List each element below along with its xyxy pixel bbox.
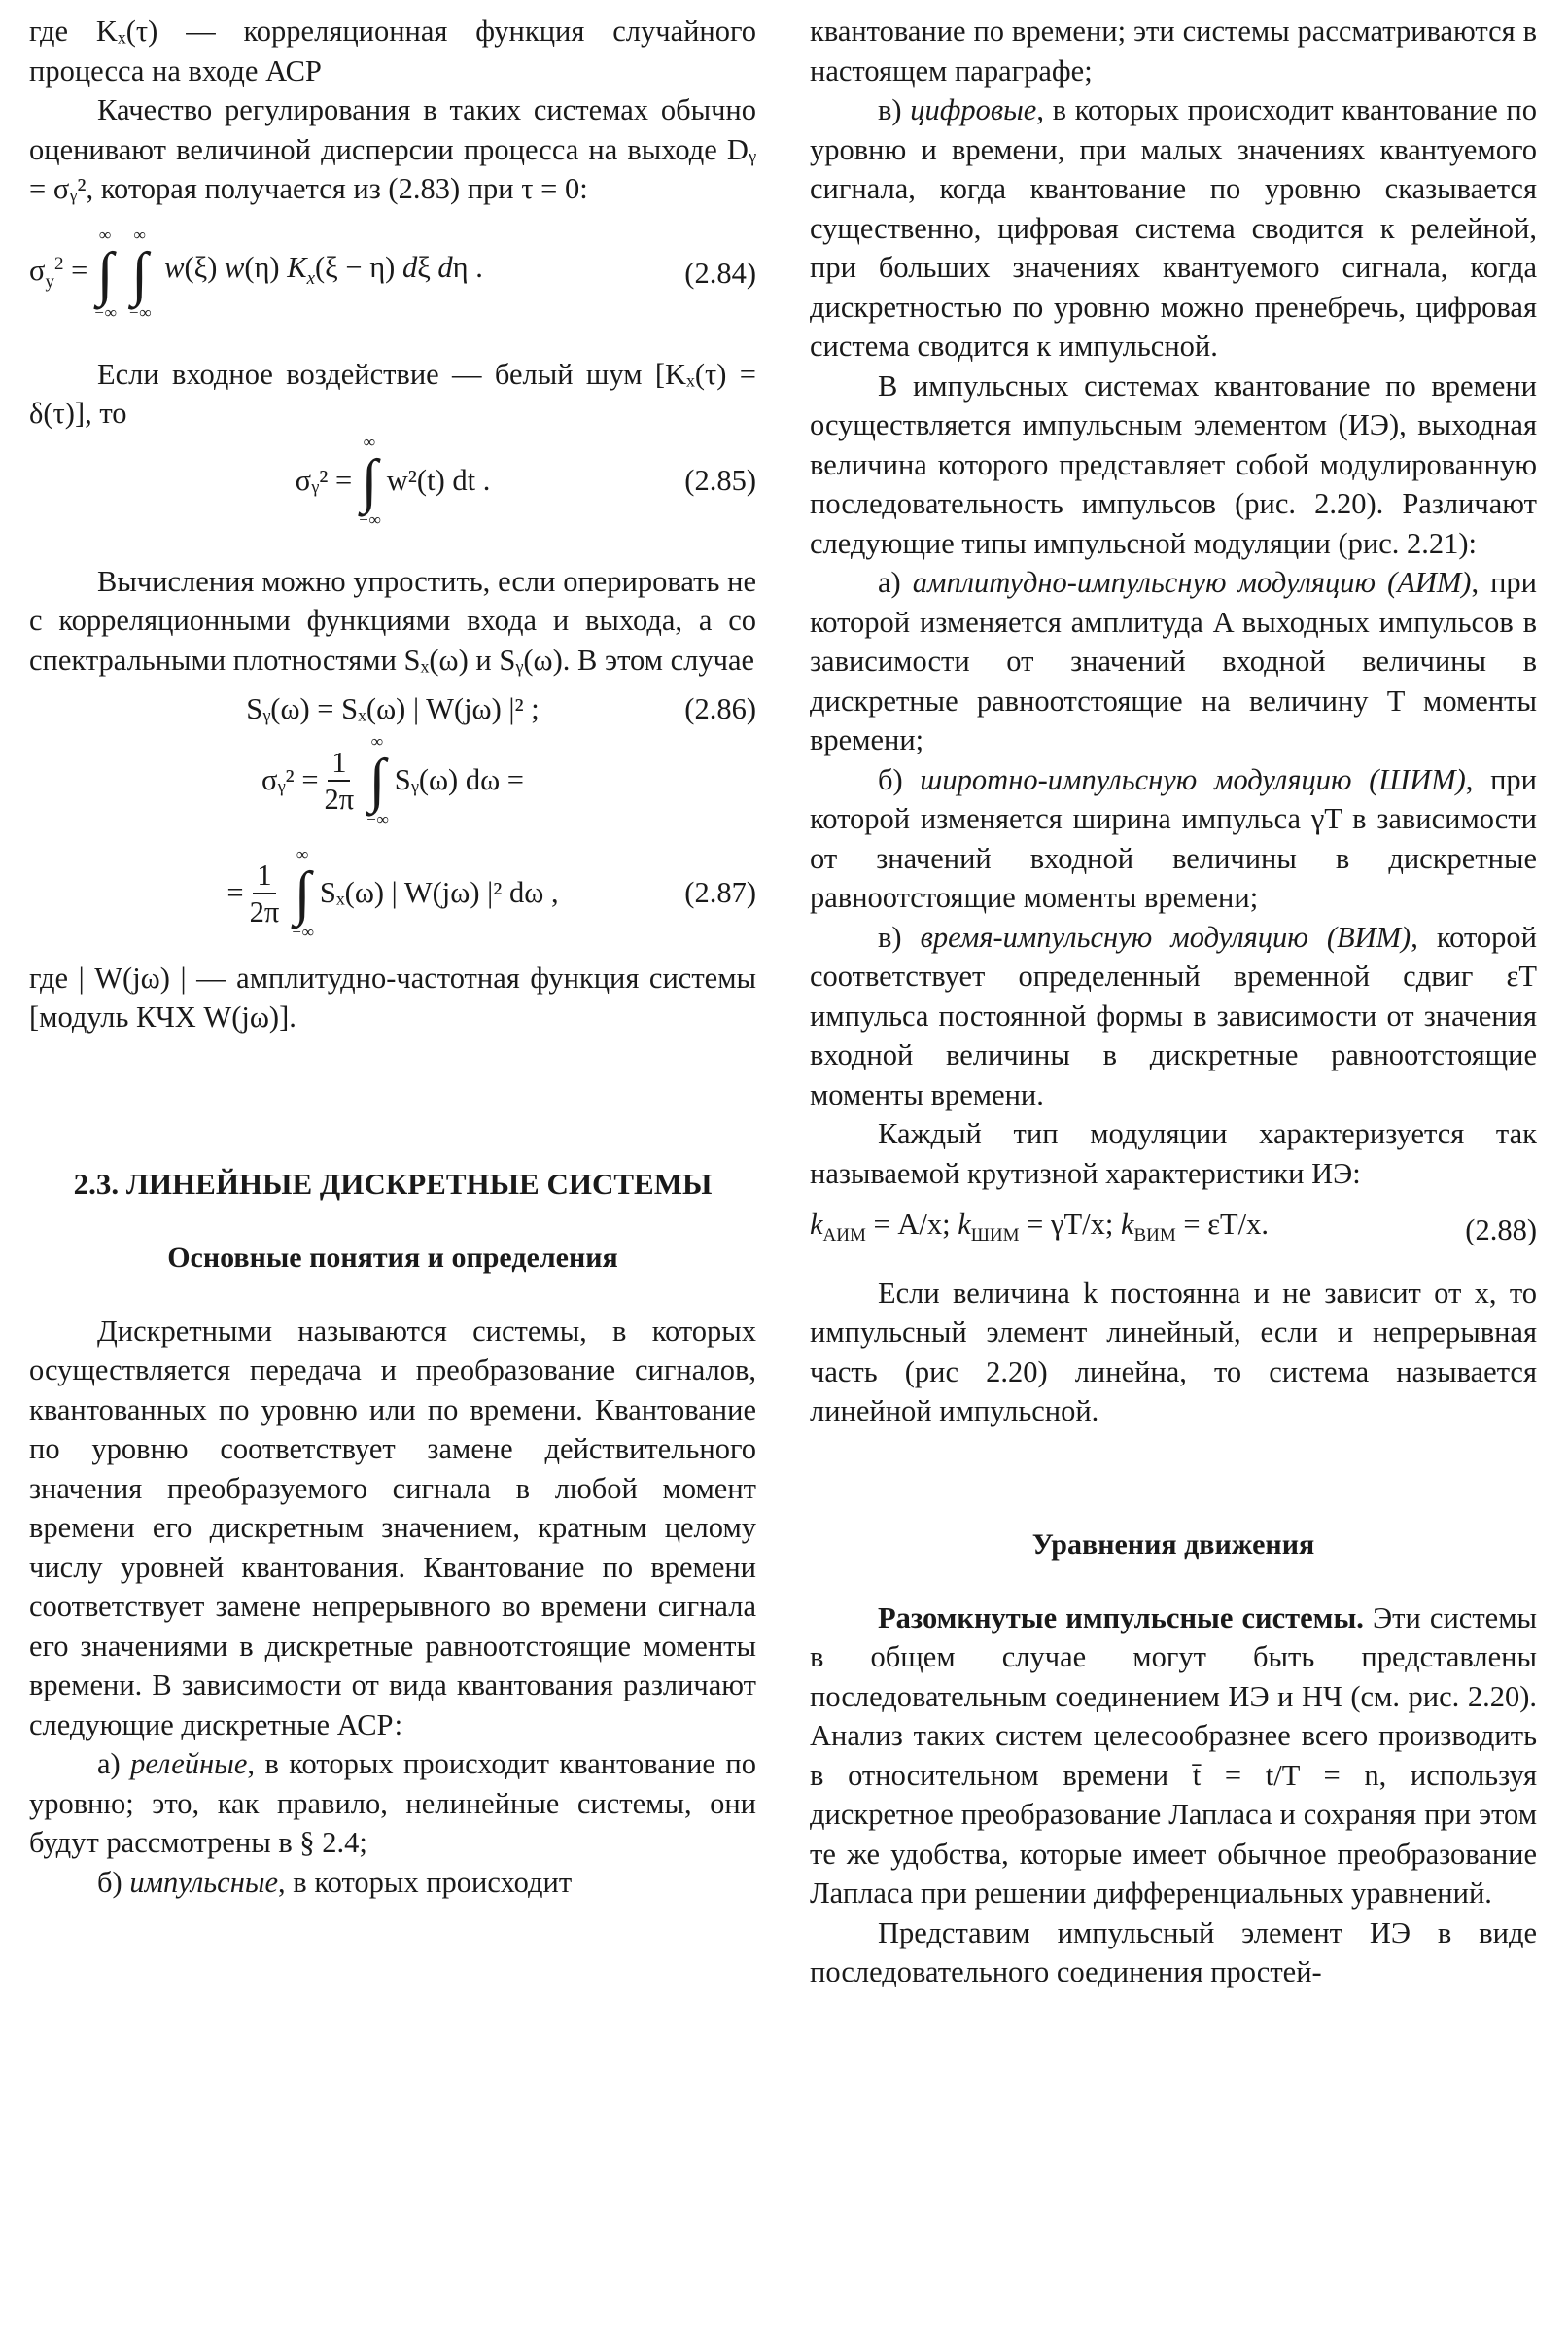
integral-sign: ∞ ∫ −∞ xyxy=(291,844,314,941)
equation-2-87a: σᵧ² = $\frac{1}{2\pi}$ ∞ ∫ −∞ Sᵧ(ω) dω = xyxy=(261,731,524,828)
list-item: а) амплитудно-импульсную модуляцию (АИМ), при которой изменяется амплитуда A выходных импульсов в зависимости от значений входной величины в дискретные равноотстоящие на величину T моменты времени; xyxy=(810,566,1538,756)
integral-sign: ∞ ∫ −∞ xyxy=(127,225,152,322)
list-item: б) импульсные, в которых происходит xyxy=(97,1865,573,1899)
equation-number: (2.84) xyxy=(684,257,756,291)
equation-number: (2.88) xyxy=(1465,1213,1537,1247)
list-item: в) время-импульсную модуляцию (ВИМ), которой соответствует определенный временной сдвиг εT импульса постоянной формы в зависимости от значения входной величины в дискретные равноотстоящие моменты времени. xyxy=(810,920,1537,1111)
paragraph: Если величина k постоянна и не зависит от x, то импульсный элемент линейный, если и непрерывная часть (рис 2.20) линейна, то система называется линейной импульсной. xyxy=(810,1276,1537,1428)
paragraph: Если входное воздействие — белый шум [Kₓ(τ) = δ(τ)], то xyxy=(29,357,756,430)
equation-2-86: Sᵧ(ω) = Sₓ(ω) | W(jω) |² ; (2.86) xyxy=(29,689,756,729)
list-item: а) релейные, в которых происходит квантование по уровню; это, как правило, нелинейные системы, они будут рассмотрены в § 2.4; xyxy=(29,1747,756,1859)
equation-2-85: σᵧ² = ∞ ∫ −∞ w²(t) dt . (2.85) xyxy=(295,432,756,529)
paragraph: Представим импульсный элемент ИЭ в виде последовательного соединения простей- xyxy=(810,1915,1537,1989)
right-column xyxy=(810,12,1537,1992)
list-item: б) широтно-импульсную модуляцию (ШИМ), при которой изменяется ширина импульса γT в зависимости от значений входной величины в дискретные равноотстоящие моменты времени; xyxy=(810,762,1537,914)
left-column xyxy=(29,12,756,1902)
integral-sign: ∞ ∫ −∞ xyxy=(93,225,117,322)
paragraph: Дискретными называются системы, в которых осуществляется передача и преобразование сигналов, квантованных по уровню или по времени. Квантование по уровню соответствует замене действительного значения преобразуемого сигнала в любой момент времени его дискретным значением, кратным целому числу уровней квантования. Квантование по времени соответствует замене непрерывного во времени сигнала его значениями в дискретные равноотстоящие моменты времени. В зависимости от вида квантования различают следующие дискретные АСР: xyxy=(29,1314,756,1741)
paragraph: квантование по времени; эти системы рассматриваются в настоящем параграфе; xyxy=(810,15,1537,88)
paragraph: где | W(jω) | — амплитудно-частотная функция системы [модуль КЧХ W(jω)]. xyxy=(29,961,756,1034)
paragraph: Качество регулирования в таких системах обычно оценивают величиной дисперсии процесса на выходе Dᵧ = σᵧ², которая получается из (2.83) при τ = 0: xyxy=(29,93,756,205)
subsection-title: Основные понятия и определения xyxy=(167,1241,618,1274)
equation-number: (2.87) xyxy=(684,876,756,910)
equation-number: (2.85) xyxy=(684,464,756,498)
equation-2-88: $k_{АИМ} = A/x$; $k_{ШИМ} = \gamma T/x$; $k_{ВИМ} = \varepsilon T/x$. (2.88) xyxy=(810,1205,1537,1256)
fraction: $\frac{1}{2\pi}$ xyxy=(249,858,280,929)
paragraph: Каждый тип модуляции характеризуется так называемой крутизной характеристики ИЭ: xyxy=(810,1117,1537,1190)
equation-body: w(ξ) w(η) $K_x(\xi - \eta)$ dξ dη . xyxy=(164,251,483,290)
fraction: $\frac{1}{2\pi}$ xyxy=(324,745,355,816)
paragraph: Разомкнутые импульсные системы. Эти системы в общем случае могут быть представлены последовательным соединением ИЭ и НЧ (см. рис. 2.20). Анализ таких систем целесообразнее всего производить в относительном времени t̄ = t/T = n, используя дискретное преобразование Лапласа и сохраняя при этом те же удобства, которые имеет обычное преобразование Лапласа при решении дифференциальных уравнений. xyxy=(810,1600,1537,1911)
list-item: в) цифровые, в которых происходит квантование по уровню и времени, при малых значениях квантуемого сигнала, когда квантование по уровню сказывается существенно, цифровая система сводится к релейной, при больших значениях квантуемого сигнала, когда дискретностью по уровню можно пренебречь, цифровая система сводится к импульсной. xyxy=(810,93,1538,363)
section-title: 2.3. ЛИНЕЙНЫЕ ДИСКРЕТНЫЕ СИСТЕМЫ xyxy=(73,1166,713,1201)
integral-sign: ∞ ∫ −∞ xyxy=(366,731,389,828)
paragraph: где Kₓ(τ) — корреляционная функция случайного процесса на входе АСР xyxy=(29,15,756,88)
subsection-title: Уравнения движения xyxy=(1031,1527,1315,1561)
integral-sign: ∞ ∫ −∞ xyxy=(358,432,381,529)
equation-2-87b: = $\frac{1}{2\pi}$ ∞ ∫ −∞ Sₓ(ω) | W(jω) |² dω , (2.87) xyxy=(226,844,756,941)
equation-2-84: $\sigma_y^2$ = ∞ ∫ −∞ ∞ ∫ −∞ w(ξ) w(η) $K_x(\xi - \eta)$ dξ dη . (2.84) xyxy=(29,225,756,322)
equation-number: (2.86) xyxy=(684,692,756,725)
paragraph: В импульсных системах квантование по времени осуществляется импульсным элементом (ИЭ), выходная величина которого представляет собой модулированную последовательность импульсов (рис. 2.20). Различают следующие типы импульсной модуляции (рис. 2.21): xyxy=(810,368,1537,560)
paragraph: Вычисления можно упростить, если оперировать не с корреляционными функциями входа и выхода, а со спектральными плотностями Sₓ(ω) и Sᵧ(ω). В этом случае xyxy=(29,564,756,677)
